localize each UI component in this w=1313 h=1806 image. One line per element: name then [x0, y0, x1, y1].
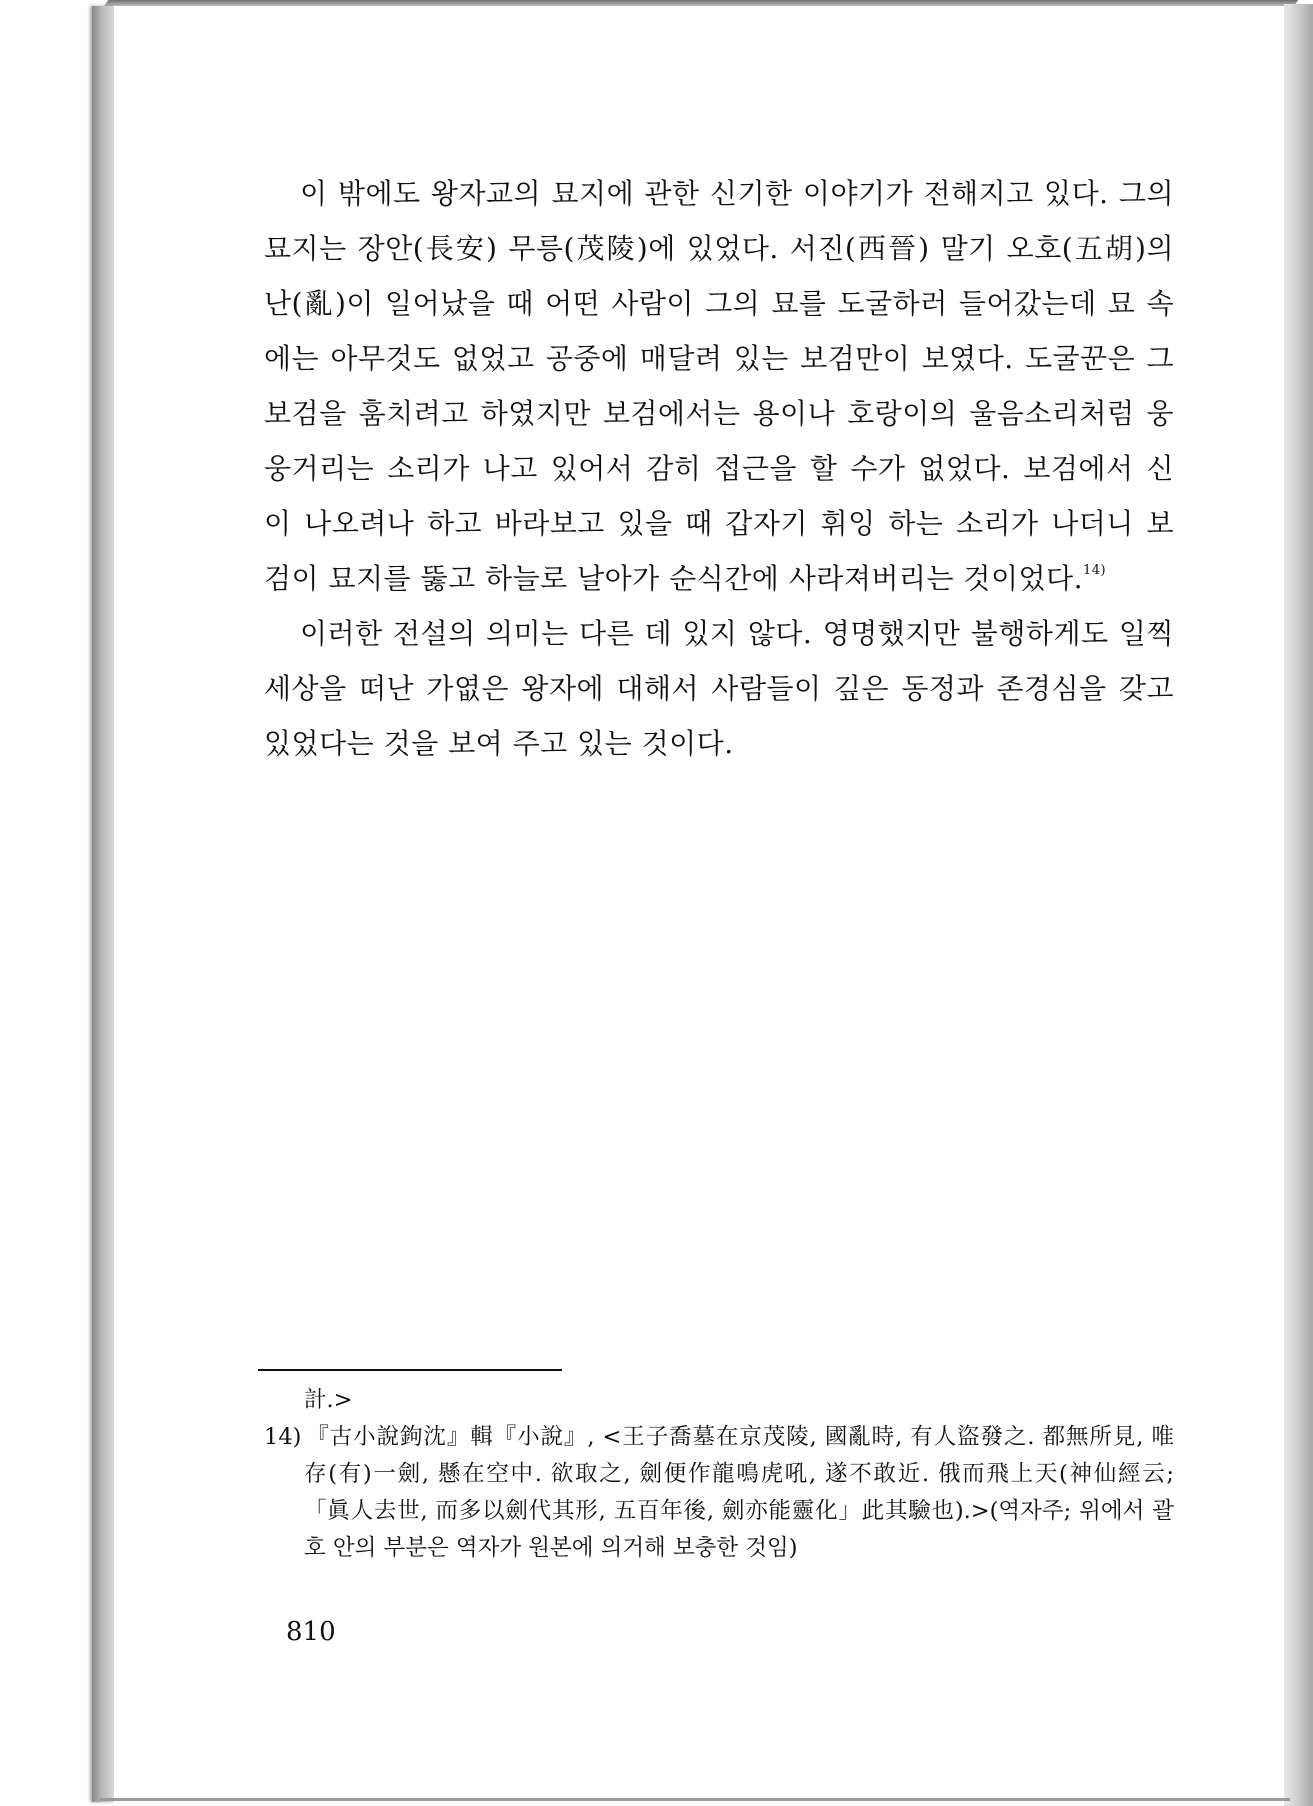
footnote-ref[interactable]: 14) — [1083, 563, 1107, 578]
text-line: 에는 아무것도 없었고 공중에 매달려 있는 보검만이 보였다. 도굴꾼은 그 — [264, 342, 1174, 375]
page-edge-bottom — [100, 1798, 1290, 1801]
footnote-line: 存(有)一劍, 懸在空中. 欲取之, 劍便作龍鳴虎吼, 遂不敢近. 俄而飛上天(神仙經云; — [304, 1461, 1174, 1487]
page-edge-right — [1284, 4, 1313, 1806]
text-line: 이 밖에도 왕자교의 묘지에 관한 신기한 이야기가 전해지고 있다. 그의 — [300, 177, 1174, 210]
text-line: 있었다는 것을 보여 주고 있는 것이다. — [264, 727, 734, 760]
text-line: 보검을 훔치려고 하였지만 보검에서는 용이나 호랑이의 울음소리처럼 웅 — [264, 397, 1174, 430]
text-line: 묘지는 장안(長安) 무릉(茂陵)에 있었다. 서진(西晉) 말기 오호(五胡)의 — [264, 232, 1174, 265]
text-line-last — [264, 551, 1174, 606]
footnote-divider — [258, 1369, 562, 1371]
text-line: 난(亂)이 일어났을 때 어떤 사람이 그의 묘를 도굴하러 들어갔는데 묘 속 — [264, 287, 1174, 320]
footnote-line: 「眞人去世, 而多以劍代其形, 五百年後, 劍亦能靈化」此其驗也).>(역자주; 위에서 괄 — [304, 1498, 1174, 1524]
footnote-line — [264, 1419, 1174, 1456]
footnote-continuation: 計.> — [304, 1387, 353, 1413]
text-line: 웅거리는 소리가 나고 있어서 감히 접근을 할 수가 없었다. 보검에서 신 — [264, 452, 1174, 485]
page-edge-left — [92, 6, 114, 1802]
footnote-number: 14) — [264, 1424, 302, 1450]
paragraph-2 — [264, 606, 1174, 771]
main-text — [264, 166, 1174, 771]
text-line: 검이 묘지를 뚫고 하늘로 날아가 순식간에 사라져버리는 것이었다. — [264, 562, 1084, 595]
paragraph-1 — [264, 166, 1174, 606]
footnote-item — [264, 1419, 1174, 1567]
footnote-line: 호 안의 부분은 역자가 원본에 의거해 보충한 것임) — [304, 1535, 798, 1561]
footnotes — [264, 1382, 1174, 1567]
page-number: 810 — [286, 1617, 336, 1647]
text-line: 이러한 전설의 의미는 다른 데 있지 않다. 영명했지만 불행하게도 일찍 — [300, 617, 1174, 650]
footnote-text: 『古小說鉤沈』輯『小說』, <王子喬墓在京茂陵, 國亂時, 有人盜發之. 都無所見, 唯 — [305, 1424, 1174, 1450]
text-line: 이 나오려나 하고 바라보고 있을 때 갑자기 휘잉 하는 소리가 나더니 보 — [264, 507, 1174, 540]
text-line: 세상을 떠난 가엾은 왕자에 대해서 사람들이 깊은 동정과 존경심을 갖고 — [264, 672, 1174, 705]
